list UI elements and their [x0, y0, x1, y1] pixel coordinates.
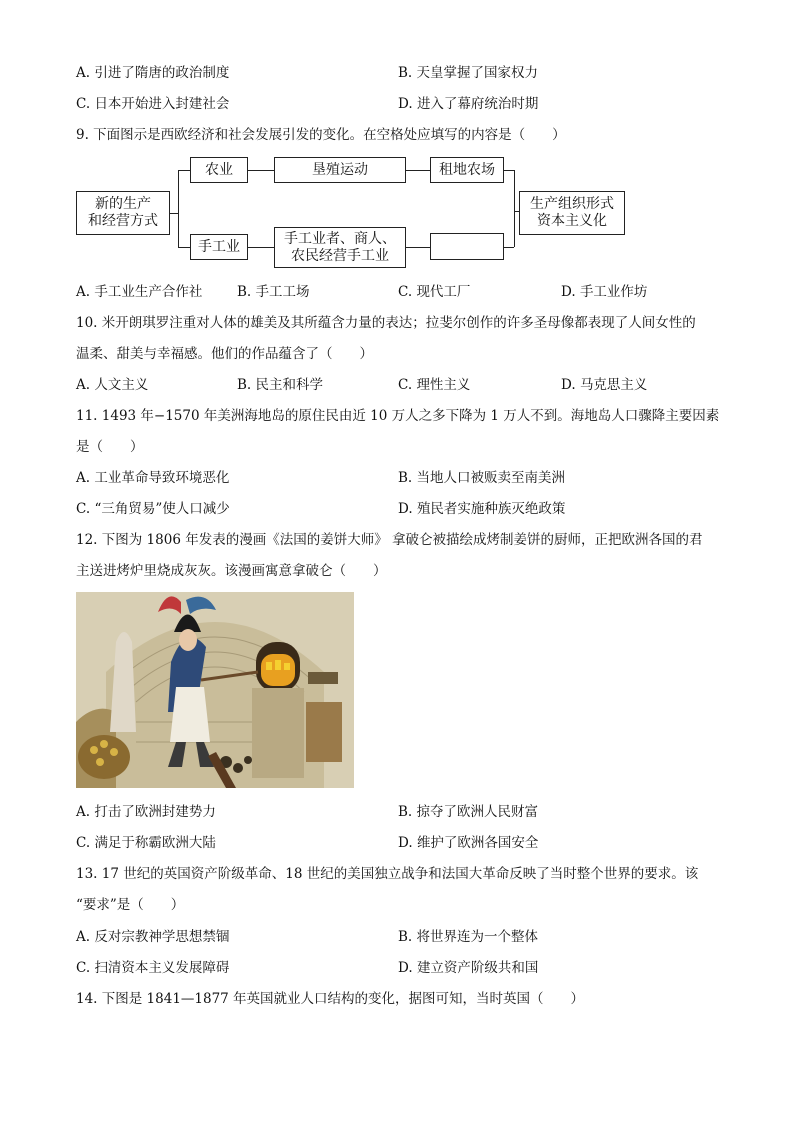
option-label: B. — [237, 377, 252, 393]
option-label: A. — [76, 284, 91, 300]
option-label: C. — [398, 377, 413, 393]
diagram-box-handicraft: 手工业 — [190, 234, 248, 260]
connector — [504, 247, 514, 248]
diagram-box-handicraft-people: 手工业者、商人、 农民经营手工业 — [274, 227, 406, 268]
option-text: 理性主义 — [416, 377, 471, 393]
option-text: 手工工场 — [255, 284, 310, 300]
option-label: D. — [398, 96, 413, 112]
option-label: A. — [76, 929, 91, 945]
option-label: A. — [76, 804, 91, 820]
option-label: A. — [76, 65, 91, 81]
option-text: 反对宗教神学思想禁锢 — [94, 929, 230, 945]
q8-option-b[interactable] — [398, 64, 538, 82]
option-text: 满足于称霸欧洲大陆 — [94, 835, 216, 851]
option-text: 建立资产阶级共和国 — [416, 960, 539, 976]
option-text: 民主和科学 — [255, 377, 324, 393]
q10-option-d[interactable] — [561, 376, 647, 394]
option-text: 工业革命导致环境恶化 — [94, 470, 230, 486]
cartoon-svg — [76, 592, 354, 788]
option-label: D. — [561, 284, 576, 300]
q11-option-a[interactable] — [76, 469, 229, 487]
option-label: C. — [76, 960, 91, 976]
option-label: B. — [398, 929, 413, 945]
napoleon-cartoon-image — [76, 592, 354, 788]
option-label: A. — [76, 377, 91, 393]
q13-stem-line2: “要求”是（ ） — [76, 897, 185, 913]
q11-stem-line1: 11. 1493 年−1570 年美洲海地岛的原住民由近 10 万人之多下降为 1 万人不到。海地岛人口骤降主要因素 — [76, 408, 720, 424]
connector — [406, 170, 430, 171]
q11-stem-line2: 是（ ） — [76, 439, 144, 455]
option-text: 当地人口被贩卖至南美洲 — [416, 470, 566, 486]
q13-option-a[interactable] — [76, 928, 229, 946]
q12-option-a[interactable] — [76, 803, 216, 821]
diagram-box-new-production: 新的生产 和经营方式 — [76, 191, 170, 235]
option-text: 天皇掌握了国家权力 — [416, 65, 539, 81]
connector — [170, 213, 178, 214]
connector — [504, 170, 514, 171]
q8-option-c[interactable] — [76, 95, 229, 113]
q12-option-b[interactable] — [398, 803, 538, 821]
connector — [248, 247, 274, 248]
diagram-box-capitalist: 生产组织形式 资本主义化 — [519, 191, 625, 235]
option-label: D. — [398, 960, 413, 976]
option-label: C. — [76, 96, 91, 112]
diagram-box-reclamation: 垦殖运动 — [274, 157, 406, 183]
option-label: C. — [76, 501, 91, 517]
option-label: D. — [398, 835, 413, 851]
q10-stem-line2: 温柔、甜美与幸福感。他们的作品蕴含了（ ） — [76, 346, 373, 362]
connector — [178, 170, 179, 247]
option-label: B. — [398, 804, 413, 820]
option-text: 扫清资本主义发展障碍 — [94, 960, 230, 976]
q12-option-d[interactable] — [398, 834, 538, 852]
option-label: C. — [398, 284, 413, 300]
connector — [178, 247, 190, 248]
option-text: 维护了欧洲各国安全 — [416, 835, 539, 851]
option-text: “三角贸易”使人口减少 — [94, 501, 230, 517]
q9-option-b[interactable] — [237, 283, 310, 301]
option-label: C. — [76, 835, 91, 851]
connector — [248, 170, 274, 171]
q10-option-b[interactable] — [237, 376, 323, 394]
connector — [514, 170, 515, 247]
q11-option-c[interactable] — [76, 500, 230, 518]
option-label: D. — [561, 377, 576, 393]
q13-option-b[interactable] — [398, 928, 538, 946]
q10-option-a[interactable] — [76, 376, 148, 394]
q9-option-d[interactable] — [561, 283, 647, 301]
q9-stem: 9. 下面图示是西欧经济和社会发展引发的变化。在空格处应填写的内容是（ ） — [76, 127, 566, 143]
option-label: B. — [398, 65, 413, 81]
q11-option-b[interactable] — [398, 469, 565, 487]
connector — [178, 170, 190, 171]
option-text: 手工业生产合作社 — [94, 284, 203, 300]
q12-option-c[interactable] — [76, 834, 216, 852]
q12-stem-line2: 主送进烤炉里烧成灰灰。该漫画寓意拿破仑（ ） — [76, 563, 387, 579]
option-label: B. — [398, 470, 413, 486]
connector — [406, 247, 430, 248]
q12-stem-line1: 12. 下图为 1806 年发表的漫画《法国的姜饼大师》 拿破仑被描绘成烤制姜饼的厨师，正把欧洲各国的君 — [76, 532, 703, 548]
q8-option-a[interactable] — [76, 64, 229, 82]
option-text: 现代工厂 — [416, 284, 471, 300]
q9-option-a[interactable] — [76, 283, 202, 301]
q11-option-d[interactable] — [398, 500, 565, 518]
option-text: 人文主义 — [94, 377, 149, 393]
option-text: 掠夺了欧洲人民财富 — [416, 804, 539, 820]
q9-option-c[interactable] — [398, 283, 470, 301]
option-text: 马克思主义 — [579, 377, 648, 393]
diagram-blank-box — [430, 233, 504, 260]
option-text: 引进了隋唐的政治制度 — [94, 65, 230, 81]
q13-option-d[interactable] — [398, 959, 538, 977]
q13-stem-line1: 13. 17 世纪的英国资产阶级革命、18 世纪的美国独立战争和法国大革命反映了当时整个世界的要求。该 — [76, 866, 699, 882]
option-text: 手工业作坊 — [579, 284, 648, 300]
option-text: 进入了幕府统治时期 — [416, 96, 539, 112]
diagram-box-rent-farm: 租地农场 — [430, 157, 504, 183]
q8-option-d[interactable] — [398, 95, 538, 113]
option-text: 殖民者实施种族灭绝政策 — [416, 501, 566, 517]
q13-option-c[interactable] — [76, 959, 229, 977]
option-label: B. — [237, 284, 252, 300]
diagram-box-agriculture: 农业 — [190, 157, 248, 183]
option-text: 日本开始进入封建社会 — [94, 96, 230, 112]
option-text: 打击了欧洲封建势力 — [94, 804, 216, 820]
q14-stem: 14. 下图是 1841—1877 年英国就业人口结构的变化，据图可知，当时英国（ ） — [76, 991, 585, 1007]
option-label: A. — [76, 470, 91, 486]
option-text: 将世界连为一个整体 — [416, 929, 539, 945]
q10-option-c[interactable] — [398, 376, 470, 394]
option-label: D. — [398, 501, 413, 517]
q10-stem-line1: 10. 米开朗琪罗注重对人体的雄美及其所蕴含力量的表达；拉斐尔创作的许多圣母像都表现了人间女性的 — [76, 315, 696, 331]
